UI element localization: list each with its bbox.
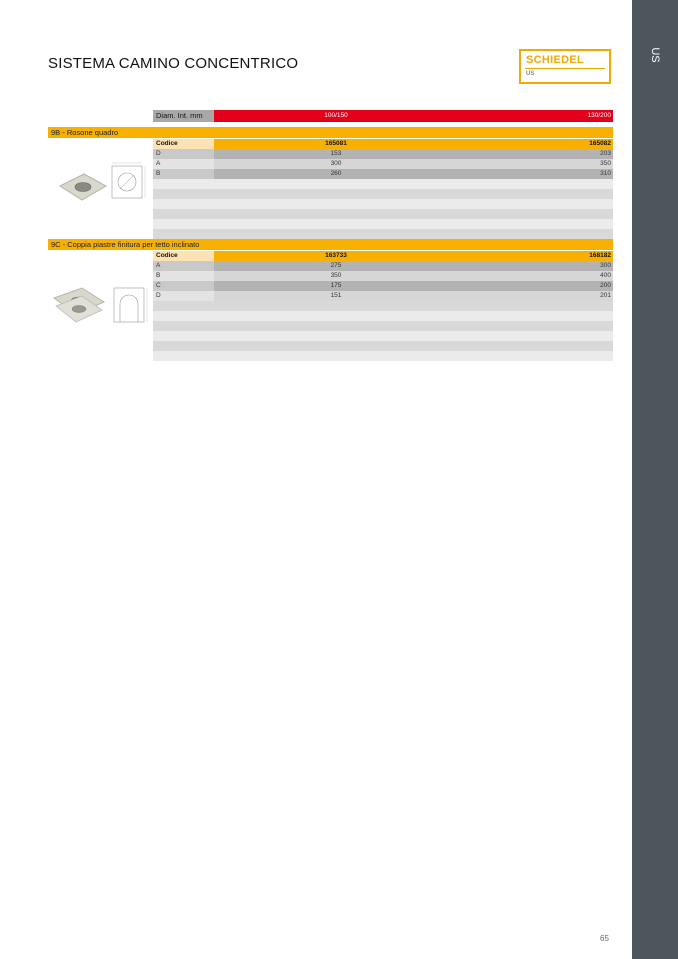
- table-row: [153, 271, 613, 281]
- section-title-9b: 9B - Rosone quadro: [48, 127, 613, 138]
- side-tab-label: US: [649, 47, 661, 63]
- cell-value: 260: [330, 170, 342, 177]
- cell-value: 310: [600, 170, 611, 177]
- table-row: [153, 281, 613, 291]
- empty-row: [153, 209, 613, 219]
- code-label: Codice: [153, 139, 214, 149]
- table-header: [153, 110, 613, 122]
- empty-row: [153, 321, 613, 331]
- table-row: [153, 169, 613, 179]
- column-100-150: 100/150: [324, 112, 348, 119]
- empty-row: [153, 229, 613, 239]
- empty-row: [153, 301, 613, 311]
- empty-row: [153, 331, 613, 341]
- column-130-200: 130/200: [587, 112, 611, 119]
- code-label: Codice: [153, 251, 214, 261]
- cell-value: 203: [600, 150, 611, 157]
- code-cell: 163733: [325, 252, 347, 259]
- row-label: D: [153, 149, 214, 159]
- cell-value: 300: [330, 160, 342, 167]
- table-row: [153, 261, 613, 271]
- cell-value: 153: [330, 150, 342, 157]
- page-number: 65: [600, 934, 609, 943]
- empty-row: [153, 311, 613, 321]
- row-label: B: [153, 169, 214, 179]
- brand-logo: [519, 49, 611, 84]
- code-cell: 168182: [589, 252, 611, 259]
- table-row: [153, 251, 613, 261]
- table-row: [153, 139, 613, 149]
- page-title: SISTEMA CAMINO CONCENTRICO: [48, 55, 299, 72]
- logo-name: SCHIEDEL: [526, 54, 585, 66]
- table-9b: [153, 139, 613, 239]
- cell-value: 201: [600, 292, 611, 299]
- cell-value: 300: [600, 262, 611, 269]
- table-row: [153, 291, 613, 301]
- cell-value: 151: [330, 292, 342, 299]
- rosone-quadro-image: [56, 158, 152, 206]
- cell-value: 175: [330, 282, 342, 289]
- row-label: B: [153, 271, 214, 281]
- code-cell: 165081: [325, 140, 347, 147]
- code-cell: 165082: [589, 140, 611, 147]
- side-bar: [632, 0, 678, 959]
- coppia-piastre-image: [52, 280, 152, 328]
- table-row: [153, 149, 613, 159]
- cell-value: 200: [600, 282, 611, 289]
- empty-row: [153, 199, 613, 209]
- row-label: A: [153, 261, 214, 271]
- section-title-9c: 9C - Coppia piastre finitura per tetto inclinato: [48, 239, 613, 250]
- table-row: [153, 159, 613, 169]
- row-label: D: [153, 291, 214, 301]
- table-9c: [153, 251, 613, 361]
- empty-row: [153, 179, 613, 189]
- cell-value: 275: [330, 262, 342, 269]
- empty-row: [153, 341, 613, 351]
- empty-row: [153, 189, 613, 199]
- logo-divider: [525, 68, 605, 69]
- row-label: A: [153, 159, 214, 169]
- diameter-label: Diam. Int. mm: [153, 110, 214, 122]
- row-label: C: [153, 281, 214, 291]
- cell-value: 400: [600, 272, 611, 279]
- empty-row: [153, 351, 613, 361]
- cell-value: 350: [330, 272, 342, 279]
- logo-sub: US: [526, 71, 535, 77]
- empty-row: [153, 219, 613, 229]
- cell-value: 350: [600, 160, 611, 167]
